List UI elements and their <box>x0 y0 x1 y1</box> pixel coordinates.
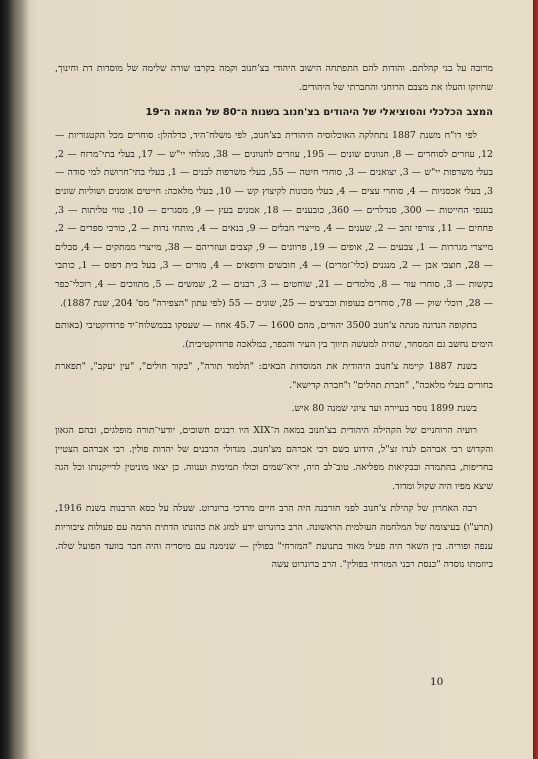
page-number: 10 <box>430 676 444 688</box>
zionist-committee-paragraph: בשנת 1899 נוסד בעיירה ועד ציוני שמנה 80 איש. <box>291 402 477 414</box>
institutions-paragraph: בשנת 1887 קיימה צ'חנוב היהודית את המוסדות הבאים: "תלמוד תורה", "בקור חולים", "עין יעקב", "תפארת בחורים בעלי מלאכה", "חברת תהלים" ו"חברה קדישא". <box>55 361 493 391</box>
intro-paragraph: מרובה על בני קהלתם. והודות להם התפתחה הישוב היהודי בצ'חנוב וקמה בקרבו שורה שלימה של מוסדות דת וחינוך, שחיזקו והעלו את מצבם הרוחני והחברתי של היהודים. <box>55 63 493 93</box>
red-cover-edge <box>533 0 538 759</box>
rabbis-paragraph: רועיה הרוחניים של הקהילה היהודית בצ'חנוב במאה ה־XIX היו רבנים חשובים, יודעי־תורה מופלגים, ובהם הגאון והקדוש רבי אברהם לנדו זצ"ל, הידוע בשם רבי אברהם מצ'חנוב. מגדולי הרבנים של יהדות פולין. רבי אברהם הצטיין בחריפות, בהתמדה ובבקיאות מפליאה. טוב־לב היה, ירא־שמים וכולו תמימות וענווה. כן יצאו מוניטין לדייקנותו וכל הגה שיצא מפיו היה שקול ומדוד. <box>55 425 493 492</box>
book-binding-shadow <box>0 0 30 759</box>
page-body <box>55 60 493 575</box>
last-rabbi-paragraph: רבה האחרון של קהילת צ'חנוב לפני חורבנה היה הרב חיים מרדכי ברונרוט. שעלה על כסא הרבנות בשנת 1916, (תרע"ו) בעיצומה של המלחמה העולמית הראשונה. הרב ברונרוט ידע למזג את כהונתו הדתית הרמה עם פעולות ציבוריות ענפה ופוריה. בין השאר היה פעיל מאוד בתנועת "המזרחי" בפולין — שנימנה עם מיסדיה והיה חבר בוועד הפועל שלה. ביוזמתו נוסדה "כנסת רבני המזרחי בפולין". הרב ברונרוט עשה <box>55 503 493 571</box>
section-heading: המצב הכלכלי והסוציאלי של היהודים בצ'חנוב בשנות ה־80 של המאה ה־19 <box>145 107 493 119</box>
occupations-paragraph: לפי דו"ח משנת 1887 נתחלקה האוכלוסיה היהודית בצ'חנוב, לפי משלח־היד, כדלהלן: סוחרים מכל הקטגוריות — 12, עוזרים לסוחרים — 8, חנוונים שונים — 195, עוזרים לחנוונים — 38, מגלחי יי"ש — 17, בעלי בתי־מרזח — 2, בעלי משרפות יי"ש — 3, יצואנים — 3, סוחרי חיטה — 55, בעלי משרפות לבנים — 1, בעלי בתי־חרושת למי סודה — 3, בעלי אכסניות — 4, סוחרי עצים — 4, בעלי מכונות לקיצוץ קש — 10, בעלי מלאכה: חייטים אומנים ושוליות שונים בענפי החייטות — 300, סנדלרים — 360, כובענים — 18, אמנים בעץ — 9, מסגרים — 10, טווי טליתות — 3, פחחים — 11, צורפי זהב — 2, שענים — 4, מייצרי חבלים — 9, בנאים — 4, מותחי נרות — 2, כורכי ספרים — 2, מייצרי מגררות — 1, צבעים — 2, אופים — 19, פרוונים — 9, קצבים ועוזריהם — 38, מייצרי ממתקים — 4, סבלים — 28, חוצבי אבן — 2, מנגנים (כלי־זמרים) — 4, חובשים ורופאים — 4, מורים — 3, בעל בית דפוס — 1, כותבי בקשות — 3, סוחרי עור — 8, מלמדים — 21, שוחטים — 3, רבנים — 2, שמשים — 5, מתווכים — 4, רוכלי־כפר — 28, רוכלי שוק — 78, סוחרים בעופות ובביצים — 25, שונים — 55 (לפי עתון "הצפירה" מס' 204, שנת 1887). <box>55 130 494 309</box>
population-paragraph: בתקופה הנדונה מנתה צ'חנוב 3500 יהודים, מהם 1600 — 45.7 אחוז — שעסקו בבמשלוח־יד פרודוקטיבי (באותם הימים נחשב גם המסחר, שהיה למעשה תיווך בין העיר והכפר, כמלאכה פרודוקטיבית). <box>55 320 493 350</box>
